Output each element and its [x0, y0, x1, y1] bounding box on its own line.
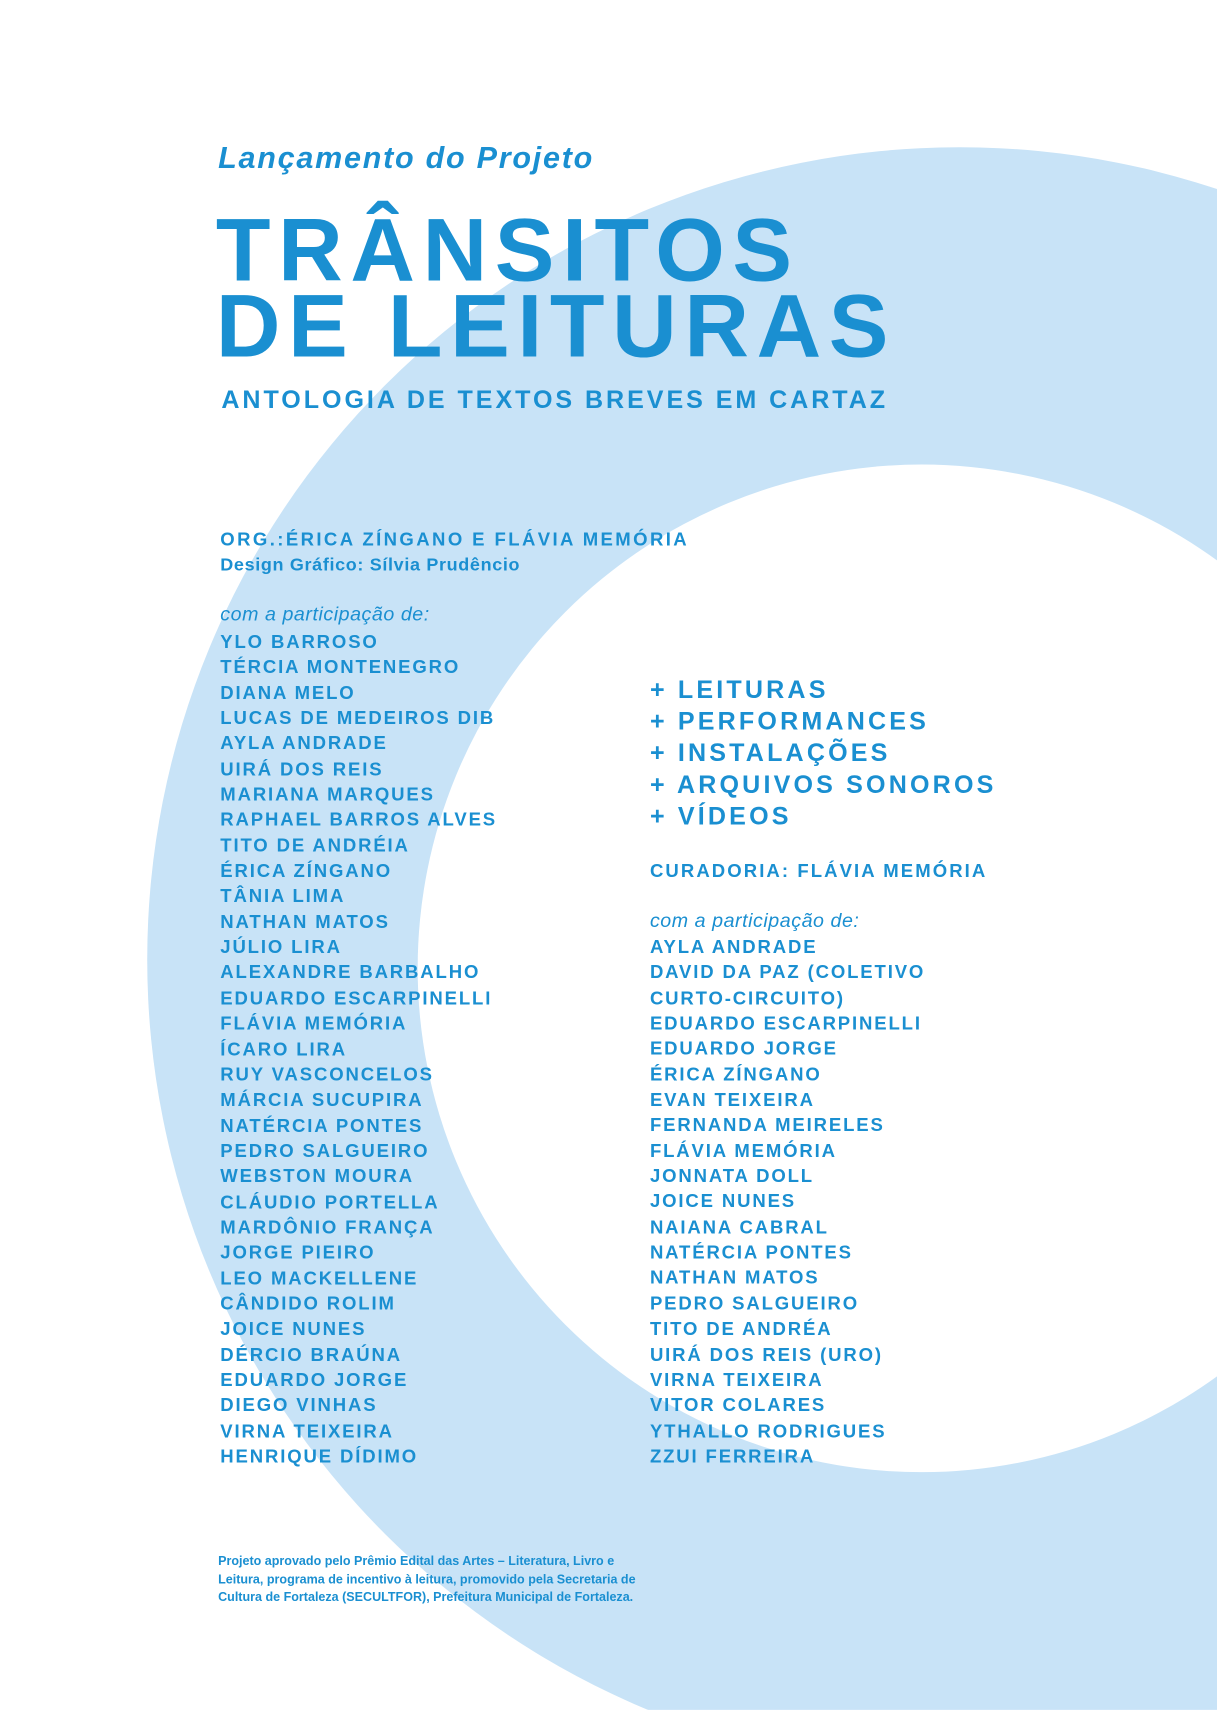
participant-name: PEDRO SALGUEIRO [220, 1140, 430, 1162]
participant-name: JOICE NUNES [220, 1318, 367, 1340]
program-participation-label: com a participação de: [649, 909, 860, 932]
participant-name: YLO BARROSO [220, 631, 379, 653]
activity-item: + VÍDEOS [649, 801, 792, 830]
participant-name: NATHAN MATOS [220, 911, 390, 933]
participant-name: ÉRICA ZÍNGANO [220, 860, 393, 882]
funding-note [218, 1553, 635, 1607]
participant-name: CÂNDIDO ROLIM [220, 1293, 396, 1314]
participant-name: DIEGO VINHAS [220, 1395, 378, 1416]
participant-name: DIANA MELO [220, 682, 356, 704]
participant-name: ALEXANDRE BARBALHO [220, 962, 481, 984]
anthology-participation-label: com a participação de: [220, 603, 430, 625]
design-credit: Design Gráfico: Sílvia Prudêncio [220, 555, 521, 575]
participant-name: TITO DE ANDRÉIA [220, 835, 410, 856]
curator-credit: CURADORIA: FLÁVIA MEMÓRIA [649, 860, 988, 882]
participant-name: TÉRCIA MONTENEGRO [220, 656, 461, 678]
participant-name: HENRIQUE DÍDIMO [220, 1446, 419, 1467]
participant-name: TITO DE ANDRÉA [649, 1318, 833, 1340]
participant-name: AYLA ANDRADE [649, 936, 818, 958]
funding-note-line: Cultura de Fortaleza (SECULTFOR), Prefeitura Municipal de Fortaleza. [218, 1591, 634, 1605]
participant-name: FERNANDA MEIRELES [649, 1114, 885, 1136]
poster-title [215, 200, 897, 377]
funding-note-line: Leitura, programa de incentivo à leitura, promovido pela Secretaria de [218, 1573, 636, 1587]
participant-name: EDUARDO ESCARPINELLI [220, 987, 493, 1009]
participant-name: MARDÔNIO FRANÇA [220, 1216, 435, 1238]
participant-name: ZZUI FERREIRA [649, 1445, 816, 1467]
participant-name: LUCAS DE MEDEIROS DIB [220, 707, 496, 729]
participant-name: EVAN TEIXEIRA [649, 1089, 815, 1111]
participant-name: UIRÁ DOS REIS [220, 758, 384, 780]
participant-name: VIRNA TEIXEIRA [649, 1369, 824, 1391]
participant-name: NATÉRCIA PONTES [220, 1115, 424, 1136]
participant-name: JONNATA DOLL [649, 1165, 814, 1187]
project-launch-kicker: Lançamento do Projeto [218, 140, 595, 175]
participant-name: ÍCARO LIRA [220, 1038, 347, 1060]
activity-item: + PERFORMANCES [649, 706, 930, 735]
anthology-participants-list [220, 629, 497, 1469]
participant-name: MÁRCIA SUCUPIRA [220, 1089, 424, 1111]
participant-name: NATÉRCIA PONTES [649, 1242, 853, 1263]
participant-name: MARIANA MARQUES [220, 784, 435, 805]
participant-name: DÉRCIO BRAÚNA [220, 1344, 402, 1365]
funding-note-line: Projeto aprovado pelo Prêmio Edital das Artes – Literatura, Livro e [218, 1555, 615, 1569]
participant-name: VITOR COLARES [649, 1394, 827, 1416]
participant-name: EDUARDO JORGE [649, 1038, 838, 1060]
participant-name: JÚLIO LIRA [220, 936, 342, 958]
participant-name: PEDRO SALGUEIRO [649, 1293, 860, 1314]
participant-name: WEBSTON MOURA [220, 1165, 414, 1187]
participant-name: LEO MACKELLENE [220, 1267, 419, 1289]
organizers-credit: ORG.:ÉRICA ZÍNGANO E FLÁVIA MEMÓRIA [220, 528, 690, 550]
poster-subtitle: ANTOLOGIA DE TEXTOS BREVES EM CARTAZ [221, 384, 889, 414]
participant-name: RUY VASCONCELOS [220, 1064, 434, 1085]
title-line-2: DE LEITURAS [215, 276, 897, 377]
participant-name: UIRÁ DOS REIS (URO) [649, 1344, 883, 1365]
participant-name: TÂNIA LIMA [220, 885, 346, 907]
participant-name: NAIANA CABRAL [649, 1216, 829, 1238]
activity-item: + INSTALAÇÕES [649, 738, 891, 767]
participant-name: JOICE NUNES [649, 1191, 797, 1213]
participant-name: FLÁVIA MEMÓRIA [220, 1013, 408, 1034]
participant-name: YTHALLO RODRIGUES [649, 1420, 887, 1442]
participant-name: CURTO-CIRCUITO) [649, 987, 845, 1009]
participant-name: NATHAN MATOS [649, 1267, 820, 1289]
participant-name: VIRNA TEIXEIRA [220, 1420, 394, 1442]
participant-name: JORGE PIEIRO [220, 1242, 376, 1264]
activity-item: + LEITURAS [649, 675, 829, 704]
program-activities-list [650, 674, 997, 832]
participant-name: FLÁVIA MEMÓRIA [649, 1140, 837, 1162]
activity-item: + ARQUIVOS SONOROS [649, 769, 997, 799]
program-participants-list [650, 935, 925, 1470]
participant-name: ÉRICA ZÍNGANO [649, 1064, 822, 1085]
participant-name: EDUARDO JORGE [220, 1369, 409, 1391]
participant-name: RAPHAEL BARROS ALVES [220, 809, 498, 831]
participant-name: EDUARDO ESCARPINELLI [649, 1013, 922, 1034]
title-line-1: TRÂNSITOS [215, 200, 800, 300]
participant-name: AYLA ANDRADE [220, 733, 388, 754]
participant-name: CLÁUDIO PORTELLA [220, 1191, 440, 1213]
participant-name: DAVID DA PAZ (COLETIVO [649, 962, 926, 983]
